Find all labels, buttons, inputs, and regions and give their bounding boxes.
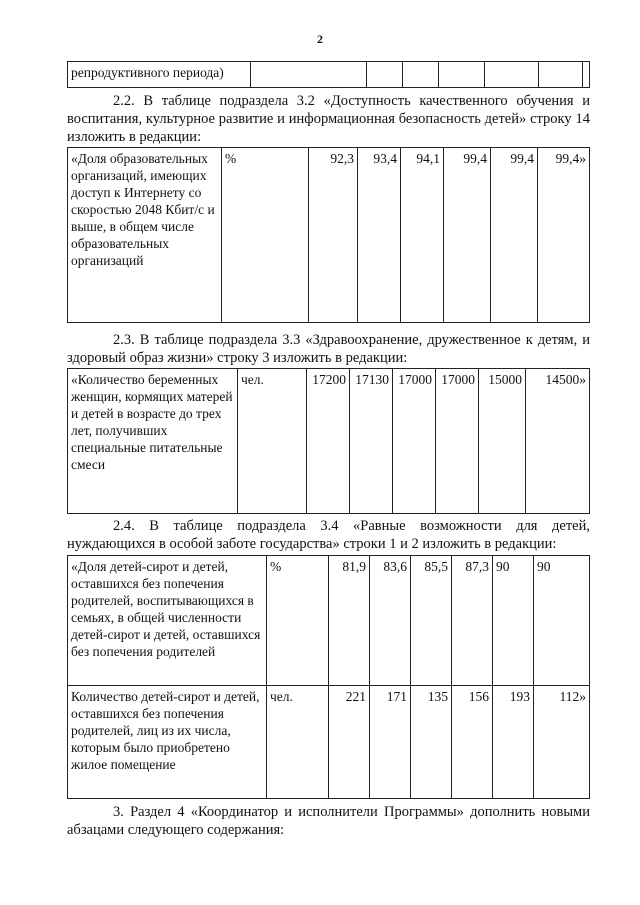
table-continuation: [67, 61, 590, 88]
row-label: «Доля детей-сирот и детей, оставшихся без попечения родителей, воспитывающихся в семьях, в общей численности детей-сирот и детей, оставшихся без попечения родителей: [68, 556, 267, 686]
value-cell: 83,6: [370, 556, 411, 686]
value-cell: 171: [370, 686, 411, 799]
value-cell: 87,3: [452, 556, 493, 686]
table-2-2: [67, 147, 590, 323]
value-cell: 85,5: [411, 556, 452, 686]
value-cell: 14500»: [526, 369, 590, 514]
unit-cell: %: [267, 556, 329, 686]
value-cell: 99,4: [491, 148, 538, 323]
paragraph-2-3: [67, 331, 590, 367]
value-cell: 90: [534, 556, 590, 686]
page-number: 2: [317, 32, 323, 46]
value-cell: 17000: [393, 369, 436, 514]
empty-cell: [403, 62, 439, 88]
value-cell: 156: [452, 686, 493, 799]
value-cell: 112»: [534, 686, 590, 799]
value-cell: 135: [411, 686, 452, 799]
value-cell: 221: [329, 686, 370, 799]
value-cell: 193: [493, 686, 534, 799]
value-cell: 17200: [307, 369, 350, 514]
empty-cell: [583, 62, 590, 88]
value-cell: 93,4: [358, 148, 401, 323]
paragraph-2-2: [67, 92, 590, 146]
paragraph-text: 2.2. В таблице подраздела 3.2 «Доступность качественного обучения и воспитания, культурное развитие и информационная безопасность детей» строку 14 изложить в редакции:: [67, 93, 590, 145]
paragraph-3: [67, 803, 590, 839]
table-row: [68, 686, 590, 799]
paragraph-text: 2.3. В таблице подраздела 3.3 «Здравоохранение, дружественное к детям, и здоровый образ жизни» строку 3 изложить в редакции:: [67, 332, 590, 366]
row-label: репродуктивного периода): [68, 62, 251, 88]
unit-cell: чел.: [267, 686, 329, 799]
value-cell: 17000: [436, 369, 479, 514]
empty-cell: [538, 62, 582, 88]
table-row: [68, 148, 590, 323]
paragraph-2-4: [67, 517, 590, 553]
value-cell: 15000: [479, 369, 526, 514]
table-2-4: [67, 555, 590, 799]
paragraph-text: 3. Раздел 4 «Координатор и исполнители Программы» дополнить новыми абзацами следующего содержания:: [67, 804, 590, 838]
unit-cell: чел.: [238, 369, 307, 514]
table-row: [68, 62, 590, 88]
value-cell: 94,1: [401, 148, 444, 323]
value-cell: 17130: [350, 369, 393, 514]
row-label: Количество детей-сирот и детей, оставшихся без попечения родителей, лиц из их числа, которым было приобретено жилое помещение: [68, 686, 267, 799]
row-label: «Количество беременных женщин, кормящих матерей и детей в возрасте до трех лет, получивших специальные питательные смеси: [68, 369, 238, 514]
empty-cell: [485, 62, 539, 88]
value-cell: 92,3: [309, 148, 358, 323]
unit-cell: %: [222, 148, 309, 323]
value-cell: 99,4: [444, 148, 491, 323]
table-2-3: [67, 368, 590, 514]
value-cell: 90: [493, 556, 534, 686]
paragraph-text: 2.4. В таблице подраздела 3.4 «Равные возможности для детей, нуждающихся в особой заботе государства» строки 1 и 2 изложить в редакции:: [67, 518, 590, 552]
table-row: [68, 556, 590, 686]
empty-cell: [439, 62, 485, 88]
empty-cell: [250, 62, 366, 88]
table-row: [68, 369, 590, 514]
empty-cell: [366, 62, 402, 88]
row-label: «Доля образовательных организаций, имеющих доступ к Интернету со скоростью 2048 Кбит/с и выше, в общем числе образовательных организаций: [68, 148, 222, 323]
value-cell: 81,9: [329, 556, 370, 686]
value-cell: 99,4»: [538, 148, 590, 323]
